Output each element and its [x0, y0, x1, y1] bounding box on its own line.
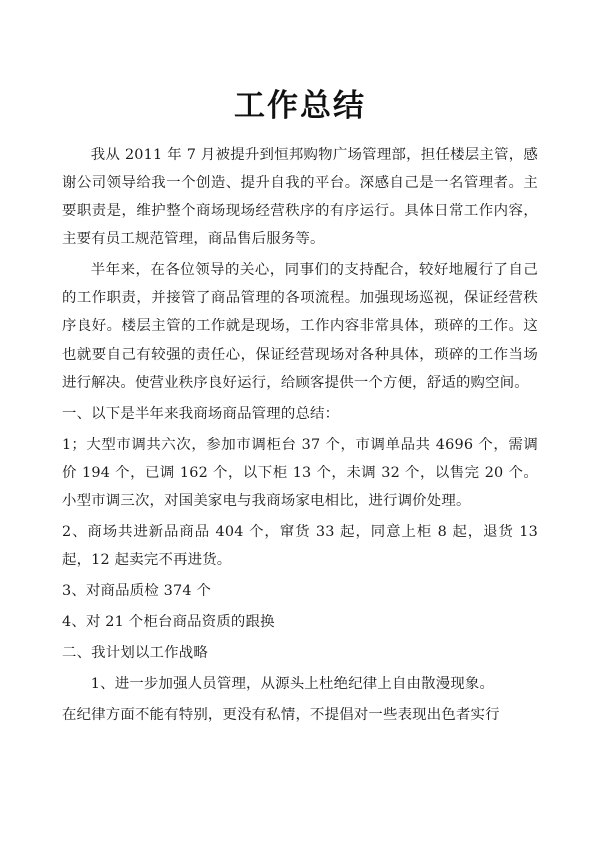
- section-heading-1: 一、以下是半年来我商场商品管理的总结：: [62, 405, 340, 422]
- document-body: [62, 141, 538, 730]
- list-item-4: 4、对 21 个柜台商品资质的跟换: [62, 614, 275, 631]
- paragraph-continued: 在纪律方面不能有特别，更没有私情，不提倡对一些表现出色者实行: [62, 707, 500, 724]
- list-item-2: 2、商场共进新品商品 404 个，窜货 33 起，同意上柜 8 起，退货 13 起，12 起卖完不再进货。: [62, 524, 538, 569]
- section-heading-2: 二、我计划以工作战略: [62, 645, 208, 662]
- list-item-1: 1；大型市调共六次，参加市调柜台 37 个，市调单品共 4696 个，需调价 194 个，已调 162 个，以下柜 13 个，未调 32 个，以售完 20 个。小型市调三次，对国美家电与我商场家电相比，进行调价处理。: [62, 436, 538, 509]
- sub-list-item-1: 1、进一步加强人员管理，从源头上杜绝纪律上自由散漫现象。: [90, 676, 495, 693]
- paragraph-2: 半年来，在各位领导的关心，同事们的支持配合，较好地履行了自己的工作职责，并接管了商品管理的各项流程。加强现场巡视，保证经营秩序良好。楼层主管的工作就是现场，工作内容非常具体，琐碎的工作。这也就要自己有较强的责任心，保证经营现场对各种具体，琐碎的工作当场进行解决。使营业秩序良好运行，给顾客提供一个方便，舒适的购空间。: [62, 262, 538, 391]
- paragraph-1: 我从 2011 年 7 月被提升到恒邦购物广场管理部，担任楼层主管，感谢公司领导给我一个创造、提升自我的平台。深感自己是一名管理者。主要职责是，维护整个商场现场经营秩序的有序运行。具体日常工作内容，主要有员工规范管理，商品售后服务等。: [62, 147, 538, 248]
- page-title: 工作总结: [234, 88, 366, 124]
- list-item-3: 3、对商品质检 374 个: [62, 583, 212, 600]
